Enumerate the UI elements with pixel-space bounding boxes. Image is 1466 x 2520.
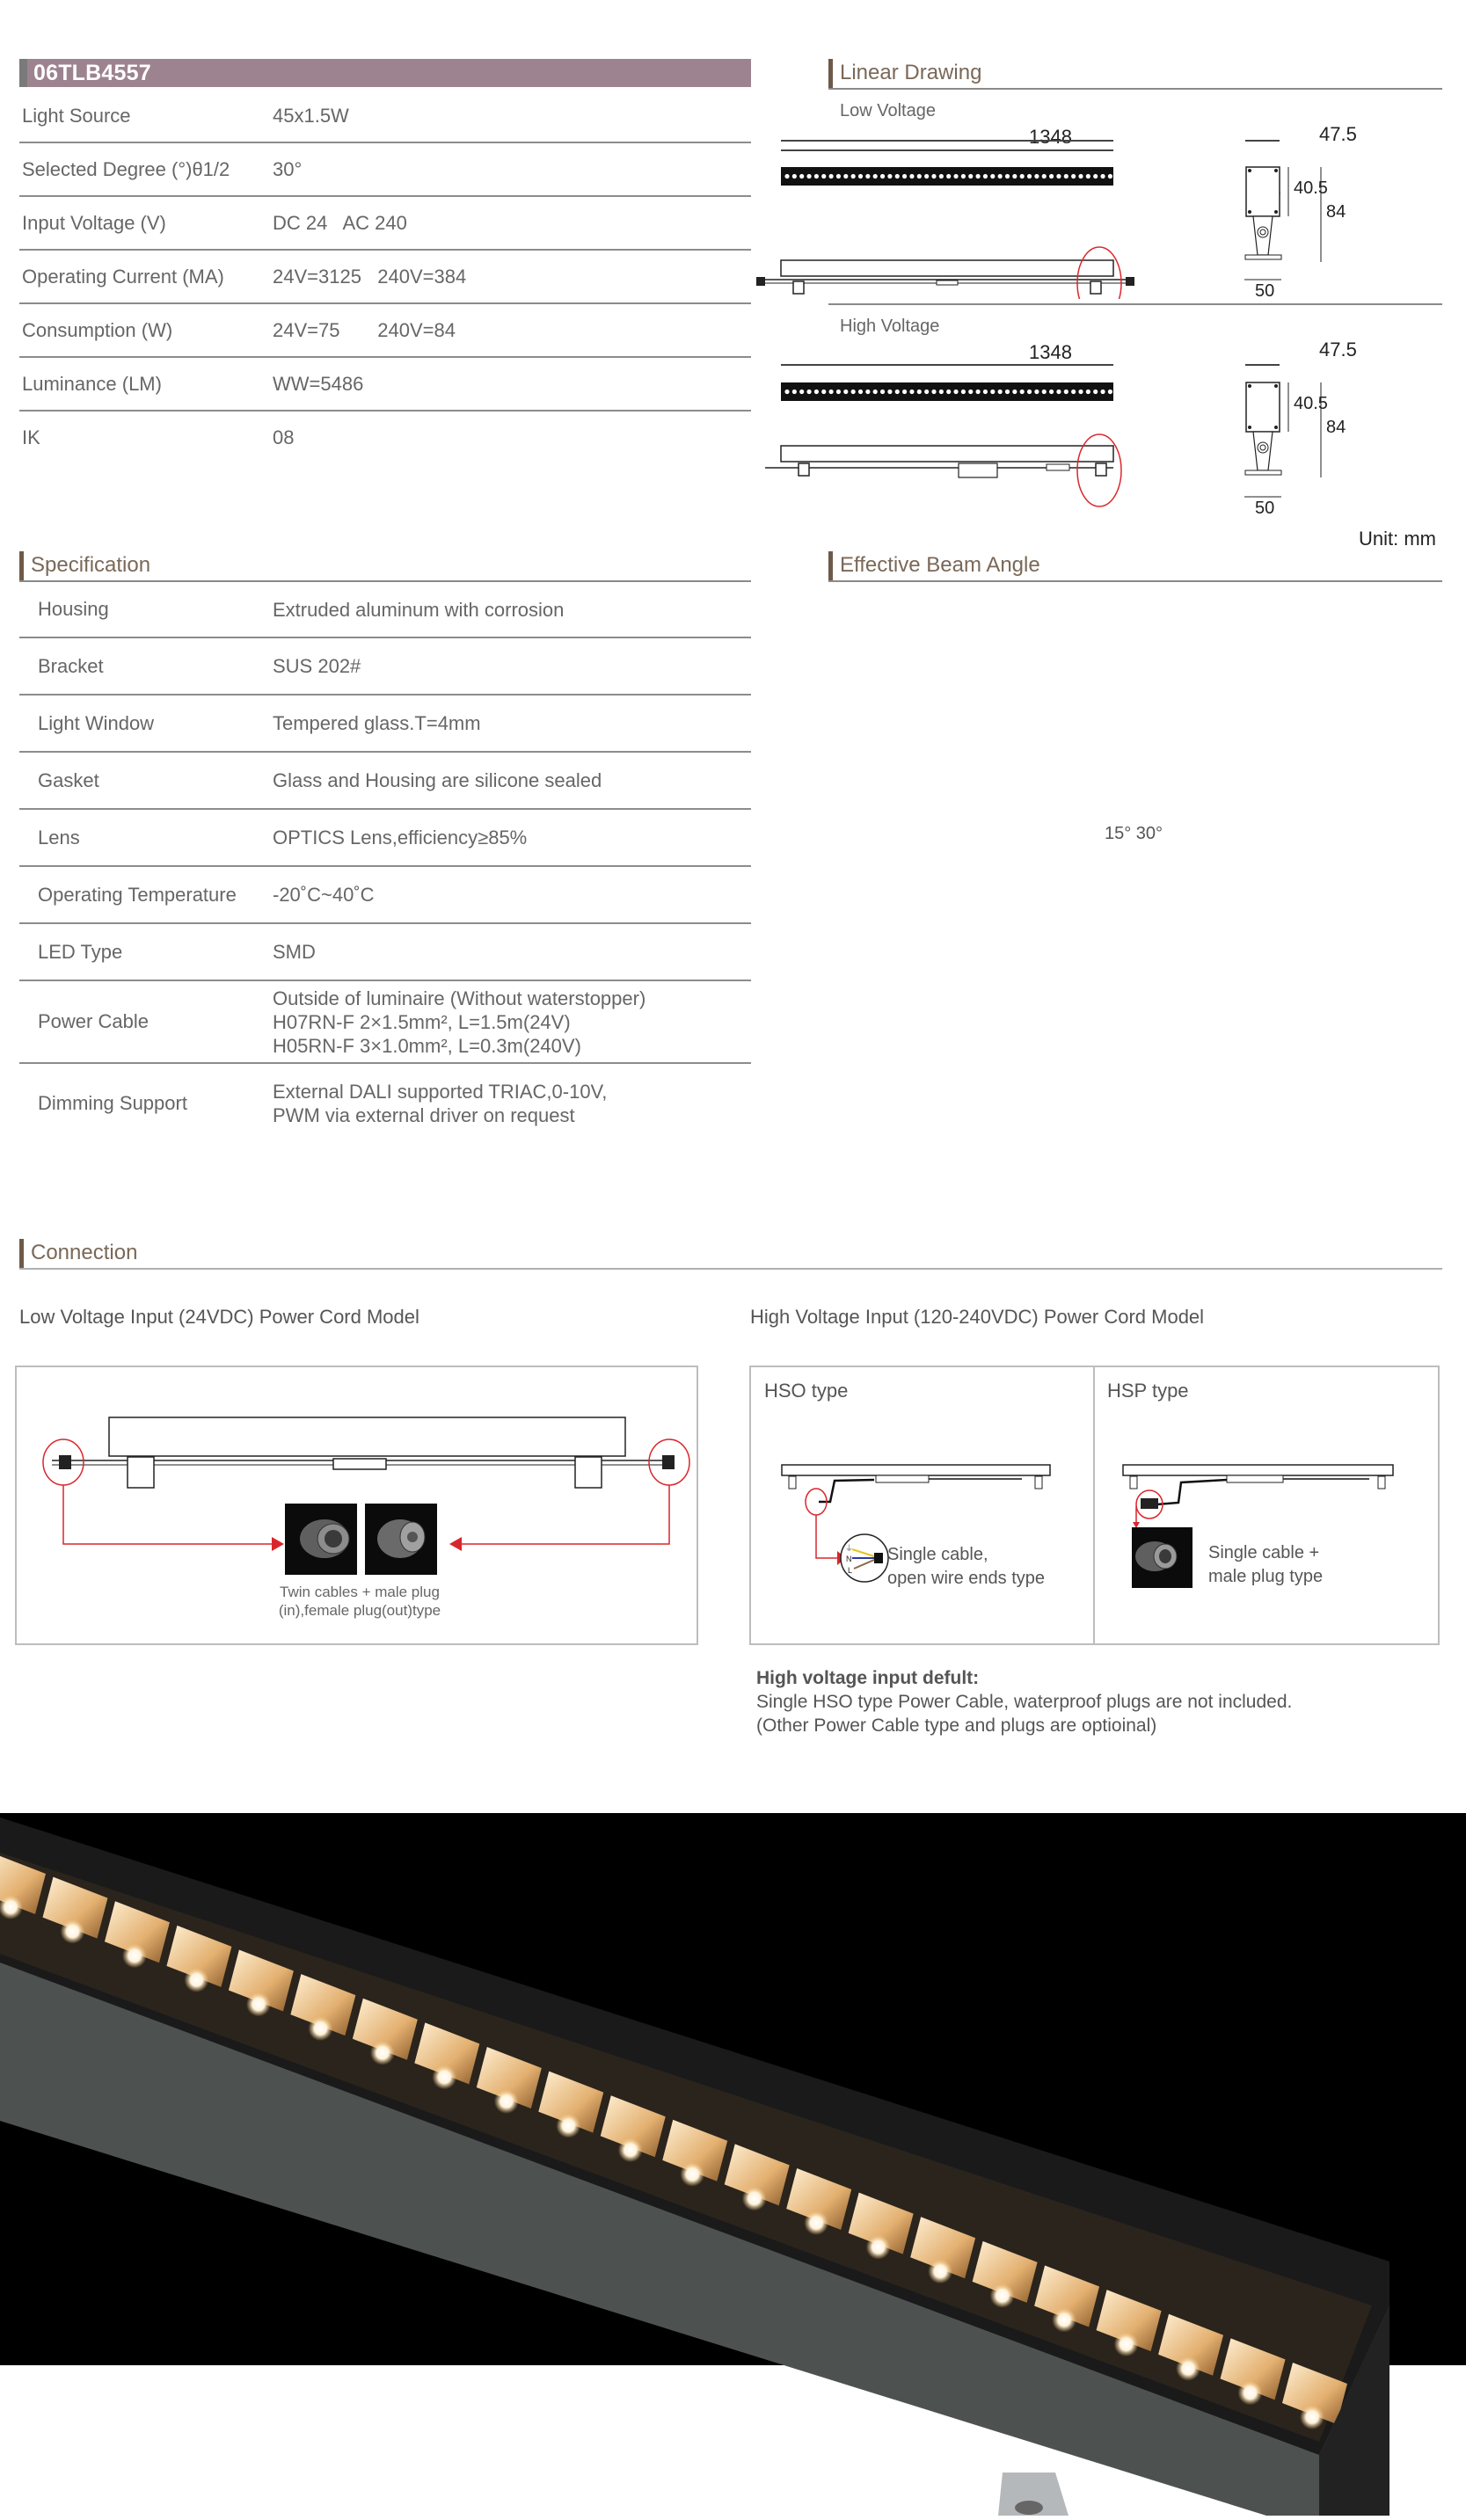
led-dot <box>858 390 863 394</box>
led-dot <box>1042 174 1047 178</box>
led-dot <box>1093 174 1098 178</box>
spec-value <box>273 883 751 907</box>
table-row <box>19 981 751 1064</box>
low-voltage-connection-heading: Low Voltage Input (24VDC) Power Cord Model <box>19 1306 419 1328</box>
table-row <box>19 638 751 696</box>
led-dot <box>814 174 819 178</box>
heading-text: Connection <box>31 1241 138 1264</box>
led-dot <box>924 390 929 394</box>
caption-line: (in),female plug(out)type <box>278 1602 441 1619</box>
spec-label: Lens <box>38 826 80 848</box>
led-dot <box>946 174 951 178</box>
caption-line: open wire ends type <box>887 1569 1046 1588</box>
linear-drawing-heading <box>828 59 1444 91</box>
width-dimension: 47.5 <box>1319 339 1357 361</box>
arrow-left-icon <box>449 1537 462 1551</box>
heading-rule <box>828 580 1442 582</box>
led-dot <box>843 174 848 178</box>
led-dot <box>939 174 944 178</box>
led-dot <box>998 174 1003 178</box>
spec-value-line: H07RN-F 2×1.5mm², L=1.5m(24V) <box>273 1010 571 1033</box>
spec-value: 45x1.5W <box>273 104 349 127</box>
beam-angle-heading <box>828 551 1444 583</box>
led-dot <box>1020 390 1025 394</box>
led-dot <box>1078 174 1083 178</box>
base-width-dimension: 50 <box>1255 499 1275 518</box>
table-row <box>19 810 751 867</box>
high-voltage-svg <box>756 339 1466 514</box>
low-voltage-drawing <box>756 123 1466 299</box>
led-dot <box>829 174 834 178</box>
led-dot <box>1100 390 1105 394</box>
note-line: Single HSO type Power Cable, waterproof plugs are not included. <box>756 1692 1293 1712</box>
spec-label: Operating Current (MA) <box>22 265 224 288</box>
led-dot <box>902 174 907 178</box>
led-dot <box>917 390 922 394</box>
spec-value: 24V=75 240V=84 <box>273 318 456 341</box>
led-dot <box>1064 390 1069 394</box>
led-dot <box>939 390 944 394</box>
led-dot <box>806 174 811 178</box>
table-row <box>19 251 751 304</box>
specification-heading <box>19 551 751 583</box>
male-plug-end <box>59 1455 71 1469</box>
high-voltage-connection-heading: High Voltage Input (120-240VDC) Power Cord Model <box>750 1306 1205 1328</box>
led-dot <box>1005 174 1010 178</box>
led-glow <box>1114 2332 1139 2356</box>
led-dot <box>1012 390 1017 394</box>
length-dimension: 1348 <box>1029 126 1072 148</box>
caption-line: Single cable, <box>887 1545 988 1564</box>
product-photo <box>0 1813 1466 2516</box>
led-dot <box>1027 390 1032 394</box>
fixture-side-view <box>781 260 1113 276</box>
table-row <box>19 867 751 924</box>
led-dot <box>843 390 848 394</box>
led-dot <box>1020 174 1025 178</box>
led-dot <box>821 174 826 178</box>
high-voltage-drawing <box>756 339 1466 518</box>
spec-value <box>273 768 751 792</box>
led-dot <box>821 390 826 394</box>
led-dot <box>1071 390 1076 394</box>
led-dot <box>1071 174 1076 178</box>
led-dot <box>1034 174 1039 178</box>
led-dot <box>953 174 958 178</box>
led-dot <box>873 390 878 394</box>
basic-spec-table <box>19 90 751 463</box>
spec-label: Input Voltage (V) <box>22 211 166 234</box>
led-glow <box>556 2114 580 2138</box>
led-dot <box>1086 390 1090 394</box>
specification-table <box>19 582 751 1143</box>
heading-rule <box>828 88 1442 90</box>
led-dot <box>887 390 892 394</box>
led-dot <box>799 174 804 178</box>
led-dot <box>836 390 841 394</box>
table-row <box>19 412 751 463</box>
led-glow <box>122 1943 147 1968</box>
led-glow <box>370 2041 395 2065</box>
table-row <box>19 358 751 412</box>
spec-value <box>273 598 751 622</box>
led-dot <box>865 390 870 394</box>
unit-label: Unit: mm <box>1359 528 1436 550</box>
low-voltage-caption <box>245 1583 474 1620</box>
spec-value: DC 24 AC 240 <box>273 211 407 234</box>
led-dot <box>1027 174 1032 178</box>
model-header <box>19 59 751 87</box>
neutral-wire-label: N <box>846 1555 852 1563</box>
led-dot <box>1034 390 1039 394</box>
spec-value <box>273 1080 751 1127</box>
model-header-marker <box>19 59 27 87</box>
heading-text: Linear Drawing <box>840 61 982 84</box>
male-plug-end <box>1141 1498 1158 1509</box>
spec-value: 30° <box>273 157 303 180</box>
led-dot <box>829 390 834 394</box>
spec-label: Power Cable <box>38 1010 149 1032</box>
led-dot <box>1042 390 1047 394</box>
spec-label: Luminance (LM) <box>22 372 162 395</box>
spec-value <box>273 987 751 1058</box>
model-code: 06TLB4557 <box>33 61 151 85</box>
ground-wire-label: ⏚ <box>845 1544 854 1553</box>
led-dot <box>961 390 966 394</box>
width-dimension: 47.5 <box>1319 123 1357 145</box>
fixture-end-view <box>1246 167 1280 216</box>
spec-value <box>273 711 751 735</box>
led-glow <box>1238 2380 1263 2405</box>
led-dot <box>976 390 981 394</box>
led-dot <box>909 174 914 178</box>
fixture-body <box>1123 1465 1393 1475</box>
led-glow <box>1176 2356 1200 2381</box>
led-dot <box>865 174 870 178</box>
led-dot <box>806 390 811 394</box>
hsp-caption <box>1208 1541 1323 1589</box>
table-row <box>19 582 751 638</box>
body-height-dimension: 40.5 <box>1294 178 1328 198</box>
high-voltage-default-note <box>756 1666 1292 1737</box>
fixture-body <box>109 1417 625 1456</box>
led-dot <box>931 390 936 394</box>
spec-label: Operating Temperature <box>38 883 237 906</box>
led-dot <box>983 390 988 394</box>
led-dot <box>895 390 900 394</box>
led-glow <box>246 1992 271 2016</box>
led-dot <box>998 390 1003 394</box>
spec-value-line: SUS 202# <box>273 655 361 677</box>
spec-value-line: SMD <box>273 941 316 963</box>
led-dot <box>1012 174 1017 178</box>
led-dot <box>784 174 789 178</box>
led-dot <box>1056 174 1061 178</box>
led-dot <box>1108 390 1112 394</box>
total-height-dimension: 84 <box>1326 418 1346 437</box>
spec-value-line: Glass and Housing are silicone sealed <box>273 769 602 791</box>
fixture-end-view <box>1246 382 1280 432</box>
spec-value-line: Outside of luminaire (Without waterstopper) <box>273 987 646 1009</box>
led-dot <box>1049 390 1054 394</box>
spec-value-line: -20˚C~40˚C <box>273 884 375 906</box>
hsp-type-title: HSP type <box>1107 1380 1189 1402</box>
arrow-right-icon <box>272 1537 284 1551</box>
hsp-diagram <box>1095 1367 1437 1643</box>
led-dot <box>858 174 863 178</box>
led-dot <box>976 174 981 178</box>
connection-heading <box>19 1239 1444 1271</box>
led-dot <box>851 390 856 394</box>
led-dot <box>968 390 973 394</box>
spec-value-line: Extruded aluminum with corrosion <box>273 598 565 621</box>
table-row <box>19 753 751 810</box>
heading-marker <box>19 551 24 581</box>
total-height-dimension: 84 <box>1326 202 1346 222</box>
led-glow <box>308 2016 332 2041</box>
led-dot <box>953 390 958 394</box>
led-glow <box>928 2259 952 2283</box>
led-dot <box>873 174 878 178</box>
base-width-dimension: 50 <box>1255 281 1275 301</box>
note-line: (Other Power Cable type and plugs are optioinal) <box>756 1715 1157 1736</box>
heading-marker <box>828 59 833 89</box>
spec-label: Selected Degree (°)θ1/2 <box>22 157 230 180</box>
low-voltage-label: Low Voltage <box>840 101 936 120</box>
led-dot <box>799 390 804 394</box>
caption-line: Single cable + <box>1208 1543 1320 1562</box>
high-voltage-connection-box <box>749 1366 1440 1645</box>
length-dimension: 1348 <box>1029 341 1072 363</box>
spec-value-line: H05RN-F 3×1.0mm², L=0.3m(240V) <box>273 1034 581 1057</box>
spec-value <box>273 940 751 964</box>
fixture-body <box>782 1465 1050 1475</box>
low-voltage-svg <box>756 123 1466 299</box>
caption-line: male plug type <box>1208 1567 1324 1586</box>
female-plug-end <box>662 1455 675 1469</box>
table-row <box>19 1064 751 1143</box>
spec-label: Light Source <box>22 104 131 127</box>
heading-text: Specification <box>31 553 151 577</box>
led-glow <box>990 2283 1015 2308</box>
spec-value: 24V=3125 240V=384 <box>273 265 467 288</box>
led-dot <box>851 174 856 178</box>
heading-marker <box>19 1239 24 1269</box>
led-dot <box>1086 174 1090 178</box>
led-dot <box>968 174 973 178</box>
led-dot <box>1049 174 1054 178</box>
table-row <box>19 304 751 358</box>
led-glow <box>804 2210 828 2235</box>
spec-label: LED Type <box>38 940 123 963</box>
table-row <box>19 90 751 143</box>
led-dot <box>902 390 907 394</box>
led-glow <box>494 2089 519 2114</box>
caption-line: Twin cables + male plug <box>280 1584 440 1600</box>
spec-value-line: External DALI supported TRIAC,0-10V, <box>273 1081 608 1103</box>
product-photo-svg <box>0 1813 1466 2516</box>
spec-value: 08 <box>273 426 295 448</box>
heading-marker <box>828 551 833 581</box>
beam-angle-values: 15° 30° <box>1105 824 1163 843</box>
spec-label: IK <box>22 426 40 448</box>
led-dot <box>946 390 951 394</box>
led-dot <box>909 390 914 394</box>
led-dot <box>1064 174 1069 178</box>
led-glow <box>184 1968 208 1992</box>
led-dot <box>1078 390 1083 394</box>
led-dot <box>814 390 819 394</box>
spec-label: Housing <box>38 598 109 620</box>
high-voltage-label: High Voltage <box>840 317 940 336</box>
led-dot <box>887 174 892 178</box>
table-row <box>19 197 751 251</box>
live-wire-label: L <box>848 1566 853 1575</box>
table-row <box>19 143 751 197</box>
led-dot <box>1093 390 1098 394</box>
led-dot <box>931 174 936 178</box>
spec-value <box>273 826 751 849</box>
table-row <box>19 924 751 981</box>
led-dot <box>784 390 789 394</box>
led-dot <box>792 174 797 178</box>
led-dot <box>836 174 841 178</box>
spec-value-line: OPTICS Lens,efficiency≥85% <box>273 827 528 848</box>
spec-label: Consumption (W) <box>22 318 173 341</box>
spec-label: Bracket <box>38 654 104 677</box>
led-dot <box>990 174 995 178</box>
hso-caption <box>887 1543 1045 1591</box>
led-glow <box>432 2065 456 2089</box>
note-heading: High voltage input defult: <box>756 1668 980 1688</box>
spec-label: Light Window <box>38 711 155 734</box>
spec-label: Gasket <box>38 768 99 791</box>
spec-value-line: PWM via external driver on request <box>273 1104 575 1126</box>
led-dot <box>1005 390 1010 394</box>
led-dot <box>917 174 922 178</box>
spec-label: Dimming Support <box>38 1092 187 1114</box>
led-dot <box>895 174 900 178</box>
led-dot <box>880 390 885 394</box>
spec-value-line: Tempered glass.T=4mm <box>273 712 481 734</box>
heading-rule <box>19 1268 1442 1270</box>
hso-type-title: HSO type <box>764 1380 849 1402</box>
arrow-down-icon <box>1133 1522 1140 1528</box>
led-dot <box>990 390 995 394</box>
spec-value <box>273 654 751 678</box>
led-dot <box>1056 390 1061 394</box>
spec-value: WW=5486 <box>273 372 364 395</box>
led-dot <box>880 174 885 178</box>
body-height-dimension: 40.5 <box>1294 394 1328 413</box>
led-dot <box>792 390 797 394</box>
led-dot <box>1100 174 1105 178</box>
led-glow <box>1300 2405 1324 2429</box>
heading-text: Effective Beam Angle <box>840 553 1040 577</box>
led-dot <box>961 174 966 178</box>
led-glow <box>60 1919 84 1944</box>
led-glow <box>742 2186 767 2210</box>
fixture-side-view <box>781 446 1113 462</box>
led-dot <box>924 174 929 178</box>
led-glow <box>618 2138 643 2162</box>
drawing-divider <box>828 303 1442 305</box>
led-glow <box>1052 2308 1076 2333</box>
led-glow <box>866 2235 891 2260</box>
led-glow <box>680 2162 704 2187</box>
low-voltage-connection-box <box>15 1366 698 1645</box>
hso-diagram <box>751 1367 1093 1643</box>
led-dot <box>983 174 988 178</box>
table-row <box>19 696 751 753</box>
led-dot <box>1108 174 1112 178</box>
